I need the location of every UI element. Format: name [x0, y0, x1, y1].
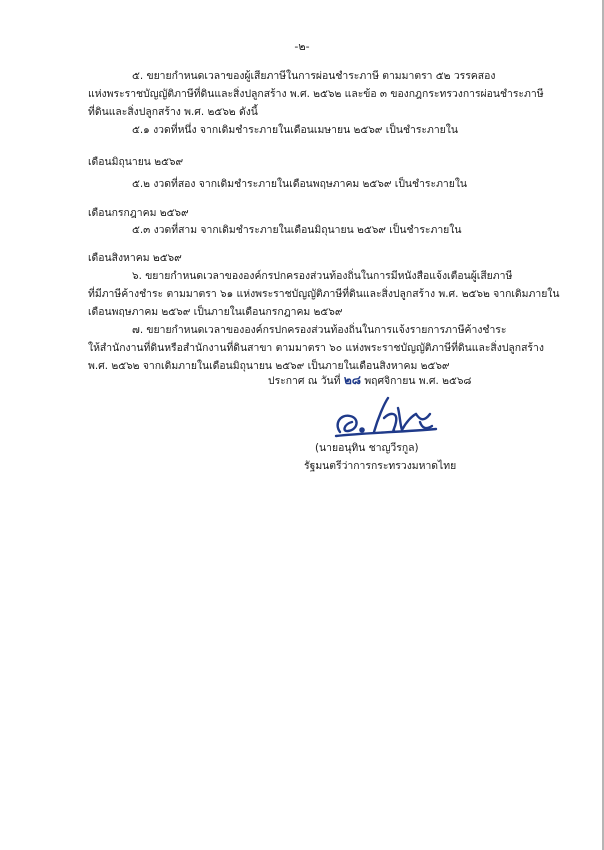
clause-6-line-2: ที่มีภาษีค้างชำระ ตามมาตรา ๖๑ แห่งพระราชบัญญัติภาษีที่ดินและสิ่งปลูกสร้าง พ.ศ. ๒๕๖๒ จากเดิมภายใน [88, 288, 560, 300]
announcement-date [268, 373, 471, 388]
clause-7-line-3: พ.ศ. ๒๕๖๒ จากเดิมภายในเดือนมิถุนายน ๒๕๖๙ เป็นภายในเดือนสิงหาคม ๒๕๖๙ [88, 360, 450, 372]
signer-name: (นายอนุทิน ชาญวีรกูล) [315, 442, 419, 454]
clause-5-line-3: ที่ดินและสิ่งปลูกสร้าง พ.ศ. ๒๕๖๒ ดังนี้ [88, 106, 258, 118]
announcement-month-year: พฤศจิกายน พ.ศ. ๒๕๖๘ [364, 375, 472, 387]
clause-5-2-line-2: เดือนกรกฎาคม ๒๕๖๙ [88, 207, 189, 219]
clause-5-2-line-1: ๕.๒ งวดที่สอง จากเดิมชำระภายในเดือนพฤษภาคม ๒๕๖๙ เป็นชำระภายใน [132, 178, 468, 190]
announcement-day: ๒๘ [343, 373, 361, 387]
clause-7-line-1: ๗. ขยายกำหนดเวลาขององค์กรปกครองส่วนท้องถิ่นในการแจ้งรายการภาษีค้างชำระ [132, 324, 507, 336]
clause-5-line-1: ๕. ขยายกำหนดเวลาของผู้เสียภาษีในการผ่อนชำระภาษี ตามมาตรา ๕๒ วรรคสอง [132, 70, 496, 82]
handwritten-signature [332, 392, 442, 438]
clause-5-1-line-1: ๕.๑ งวดที่หนึ่ง จากเดิมชำระภายในเดือนเมษายน ๒๕๖๙ เป็นชำระภายใน [132, 124, 458, 136]
clause-7-line-2: ให้สำนักงานที่ดินหรือสำนักงานที่ดินสาขา ตามมาตรา ๖๐ แห่งพระราชบัญญัติภาษีที่ดินและสิ่งปลูกสร้าง [88, 342, 544, 354]
clause-6-line-1: ๖. ขยายกำหนดเวลาขององค์กรปกครองส่วนท้องถิ่นในการมีหนังสือแจ้งเตือนผู้เสียภาษี [132, 270, 513, 282]
signer-position: รัฐมนตรีว่าการกระทรวงมหาดไทย [304, 460, 457, 472]
announcement-prefix: ประกาศ ณ วันที่ [268, 375, 341, 387]
clause-5-1-line-2: เดือนมิถุนายน ๒๕๖๙ [88, 156, 184, 168]
clause-5-line-2: แห่งพระราชบัญญัติภาษีที่ดินและสิ่งปลูกสร้าง พ.ศ. ๒๕๖๒ และข้อ ๓ ของกฎกระทรวงการผ่อนชำระภาษี [88, 88, 544, 100]
clause-5-3-line-1: ๕.๓ งวดที่สาม จากเดิมชำระภายในเดือนมิถุนายน ๒๕๖๙ เป็นชำระภายใน [132, 224, 462, 236]
clause-6-line-3: เดือนพฤษภาคม ๒๕๖๙ เป็นภายในเดือนกรกฎาคม ๒๕๖๙ [88, 306, 343, 318]
page-number: -๒- [294, 40, 310, 53]
clause-5-3-line-2: เดือนสิงหาคม ๒๕๖๙ [88, 252, 182, 264]
